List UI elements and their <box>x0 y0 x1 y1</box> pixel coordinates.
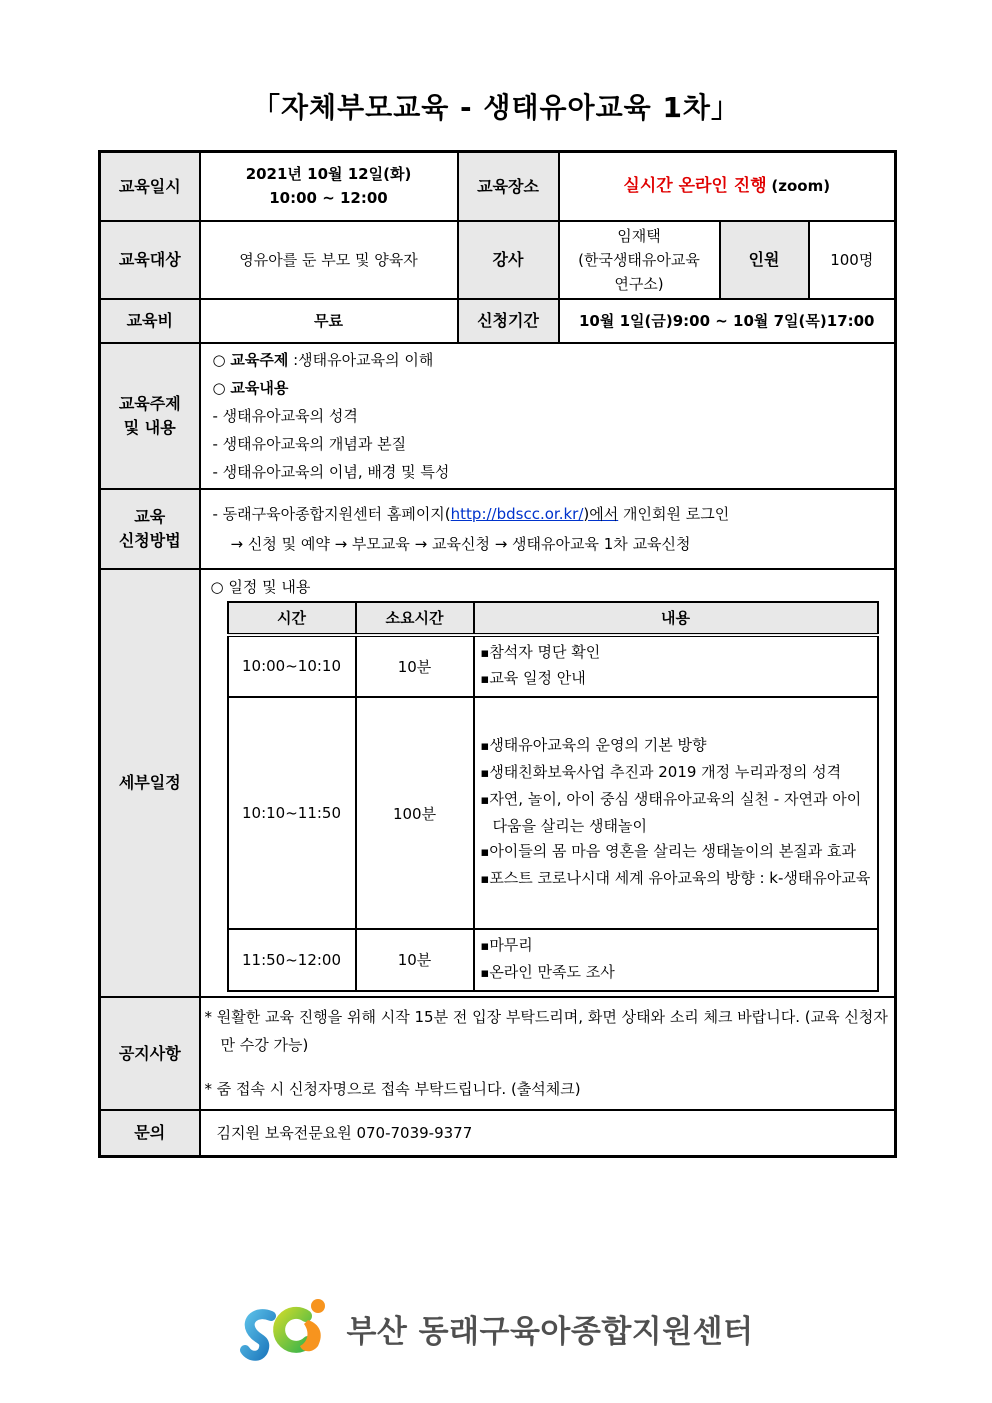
schedule-col-time: 시간 <box>228 602 356 635</box>
schedule-item: ▪ 생태유아교육의 운영의 기본 방향 <box>481 733 875 760</box>
homepage-link-url[interactable]: http://bdscc.or.kr/ <box>450 504 584 523</box>
apply-line1 <box>205 499 891 529</box>
table-row <box>100 1110 896 1157</box>
schedule-content <box>200 569 896 997</box>
capacity-value: 100명 <box>809 221 896 299</box>
apply-label-line1: 교육 <box>134 507 166 527</box>
capacity-label: 인원 <box>720 221 809 299</box>
schedule-col-duration: 소요시간 <box>356 602 474 635</box>
apply-label-line2: 신청방법 <box>118 530 181 550</box>
topic-content-line <box>205 374 891 402</box>
notice-content <box>200 997 896 1110</box>
topic-label-line1: 교육주제 <box>118 394 181 414</box>
datetime-line1: 2021년 10월 12일(화) <box>245 165 412 184</box>
topic-content <box>200 343 896 489</box>
schedule-duration: 10분 <box>356 635 474 698</box>
schedule-time: 11:50~12:00 <box>228 929 356 991</box>
instructor-line3: 연구소) <box>614 274 664 293</box>
center-logo-icon <box>238 1290 338 1366</box>
schedule-item: ▪ 아이들의 몸 마음 영혼을 살리는 생태놀이의 본질과 효과 <box>481 839 875 866</box>
schedule-item: ▪ 자연, 놀이, 아이 중심 생태유아교육의 실천 - 자연과 아이다움을 살리는 생태놀이 <box>481 787 875 840</box>
instructor-line1: 임재택 <box>617 226 661 245</box>
fee-label: 교육비 <box>100 299 200 343</box>
apply-line1-suffix: 개인회원 로그인 <box>618 504 730 523</box>
notice-item: * 원활한 교육 진행을 위해 시작 15분 전 입장 부탁드리며, 화면 상태와 소리 체크 바랍니다. (교육 신청자만 수강 가능) <box>204 1008 888 1055</box>
schedule-col-content: 내용 <box>474 602 878 635</box>
datetime-value <box>200 152 458 221</box>
schedule-heading: ○ 일정 및 내용 <box>210 577 311 596</box>
topic-subject-title: 교육주제 <box>230 350 289 369</box>
apply-label <box>100 489 200 569</box>
schedule-row <box>228 929 878 991</box>
schedule-item: ▪ 참석자 명단 확인 <box>481 640 875 667</box>
schedule-item: ▪ 생태친화보육사업 추진과 2019 개정 누리과정의 성격 <box>481 760 875 787</box>
homepage-link[interactable] <box>451 505 619 523</box>
contact-value: 김지원 보육전문요원 070-7039-9377 <box>200 1110 896 1157</box>
schedule-items <box>474 635 878 698</box>
apply-content <box>200 489 896 569</box>
circle-marker: ○ <box>212 350 226 369</box>
table-row <box>100 343 896 489</box>
schedule-item: ▪ 교육 일정 안내 <box>481 666 875 693</box>
instructor-label: 강사 <box>458 221 559 299</box>
instructor-line2: (한국생태유아교육 <box>578 250 700 269</box>
target-label: 교육대상 <box>100 221 200 299</box>
info-table <box>98 150 897 1158</box>
place-label: 교육장소 <box>458 152 559 221</box>
schedule-duration: 100분 <box>356 697 474 929</box>
datetime-line2: 10:00 ~ 12:00 <box>269 189 388 208</box>
schedule-items <box>474 697 878 929</box>
schedule-row <box>228 635 878 698</box>
notice-item: * 줌 접속 시 신청자명으로 접속 부탁드립니다. (출석체크) <box>204 1080 581 1099</box>
topic-subject-line <box>205 346 891 374</box>
footer <box>0 1290 992 1366</box>
place-zoom-tag: (zoom) <box>771 176 831 195</box>
apply-line1-prefix: - 동래구육아종합지원센터 홈페이지( <box>212 504 451 523</box>
topic-subject-rest: :생태유아교육의 이해 <box>288 350 434 369</box>
period-value: 10월 1일(금)9:00 ~ 10월 7일(목)17:00 <box>559 299 896 343</box>
schedule-item: ▪ 마무리 <box>481 933 875 960</box>
place-value-text: 실시간 온라인 진행 <box>623 175 767 196</box>
topic-label <box>100 343 200 489</box>
circle-marker: ○ <box>212 378 226 397</box>
table-row <box>100 299 896 343</box>
datetime-label: 교육일시 <box>100 152 200 221</box>
topic-content-title: 교육내용 <box>230 378 289 397</box>
topic-item: - 생태유아교육의 이념, 배경 및 특성 <box>212 462 450 481</box>
instructor-value <box>559 221 720 299</box>
schedule-table <box>227 601 879 992</box>
schedule-time: 10:00~10:10 <box>228 635 356 698</box>
table-row <box>100 152 896 221</box>
table-row <box>100 569 896 997</box>
schedule-time: 10:10~11:50 <box>228 697 356 929</box>
contact-label: 문의 <box>100 1110 200 1157</box>
schedule-row <box>228 697 878 929</box>
notice-label: 공지사항 <box>100 997 200 1110</box>
topic-item: - 생태유아교육의 성격 <box>212 406 358 425</box>
topic-label-line2: 및 내용 <box>123 417 176 437</box>
schedule-items <box>474 929 878 991</box>
topic-item: - 생태유아교육의 개념과 본질 <box>212 434 407 453</box>
table-row <box>100 997 896 1110</box>
target-value: 영유아를 둔 부모 및 양육자 <box>200 221 458 299</box>
table-row <box>100 221 896 299</box>
schedule-item: ▪ 온라인 만족도 조사 <box>481 960 875 987</box>
schedule-item: ▪ 포스트 코로나시대 세계 유아교육의 방향 : k-생태유아교육 <box>481 866 875 893</box>
org-name: 부산 동래구육아종합지원센터 <box>346 1313 754 1350</box>
schedule-duration: 10분 <box>356 929 474 991</box>
page-title: 「자체부모교육 - 생태유아교육 1차」 <box>252 91 740 124</box>
fee-value: 무료 <box>200 299 458 343</box>
period-label: 신청기간 <box>458 299 559 343</box>
table-row <box>100 489 896 569</box>
schedule-header-row <box>228 602 878 635</box>
apply-line2: → 신청 및 예약 → 부모교육 → 교육신청 → 생태유아교육 1차 교육신청 <box>230 534 691 553</box>
schedule-label: 세부일정 <box>100 569 200 997</box>
place-value <box>559 152 896 221</box>
homepage-link-tail: )에서 <box>583 504 619 523</box>
